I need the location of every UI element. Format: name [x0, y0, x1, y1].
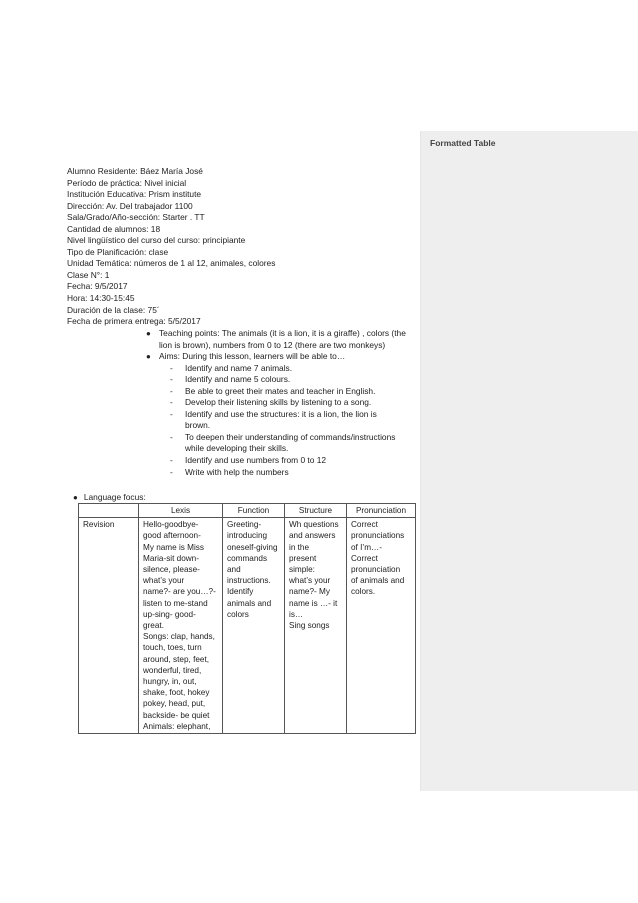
pronunciation-line: pronunciation — [351, 565, 401, 575]
table-header-lexis: Lexis — [139, 504, 223, 518]
header-line-student: Alumno Residente: Báez María José — [67, 166, 203, 176]
lexis-line: good afternoon- — [143, 531, 201, 541]
lexis-line: listen to me-stand — [143, 598, 208, 608]
structure-line: simple: — [289, 565, 315, 575]
lexis-line: shake, foot, hokey — [143, 688, 210, 698]
dash-marker: - — [170, 362, 173, 373]
header-line-unit: Unidad Temática: números de 1 al 12, animales, colores — [67, 258, 276, 269]
function-line: Identify — [227, 587, 254, 597]
structure-cell — [285, 518, 347, 734]
lexis-line: silence, please- — [143, 565, 200, 575]
function-line: commands — [227, 553, 268, 563]
header-line-grade: Sala/Grado/Año-sección: Starter . TT — [67, 212, 205, 223]
aim-item — [170, 467, 418, 479]
function-cell — [223, 518, 285, 734]
lesson-header-block — [67, 166, 417, 328]
aim-text: Write with help the numbers — [185, 466, 289, 477]
pronunciation-line: Correct — [351, 520, 378, 530]
table-row — [79, 518, 416, 734]
header-line-delivery-date: Fecha de primera entrega: 5/5/2017 — [67, 316, 201, 327]
dash-marker: - — [170, 466, 173, 477]
aim-text: To deepen their understanding of commands/instructions — [185, 431, 396, 442]
lexis-line: wonderful, tired, — [143, 665, 202, 675]
row-label-revision: Revision — [79, 518, 139, 734]
table-header-pronunciation: Pronunciation — [347, 504, 416, 518]
pronunciation-cell — [347, 518, 416, 734]
lexis-line: name?- are you…?- — [143, 587, 216, 597]
lexis-line: up-sing- good- — [143, 609, 196, 619]
aim-text: Develop their listening skills by listening to a song. — [185, 397, 372, 408]
header-line-time: Hora: 14:30-15:45 — [67, 293, 135, 304]
lexis-line: backside- be quiet — [143, 710, 210, 720]
dash-marker: - — [170, 431, 173, 442]
aims-list — [170, 363, 418, 478]
aim-text: Identify and use the structures: it is a lion, the lion is — [185, 408, 377, 419]
lexis-line: what’s your — [143, 576, 185, 586]
structure-line: in the — [289, 542, 310, 552]
lexis-line: My name is Miss — [143, 542, 204, 552]
aim-item — [170, 397, 418, 409]
lexis-line: hungry, in, out, — [143, 677, 197, 687]
table-header-structure: Structure — [285, 504, 347, 518]
aim-item — [170, 432, 418, 455]
pronunciation-line: of I’m…- — [351, 542, 382, 552]
language-focus-heading — [73, 492, 146, 504]
table-header-row — [79, 504, 416, 518]
header-line-date: Fecha: 9/5/2017 — [67, 281, 128, 292]
table-header-empty — [79, 504, 139, 518]
function-line: instructions. — [227, 576, 271, 586]
pronunciation-line: of animals and — [351, 576, 405, 586]
aim-item — [170, 374, 418, 386]
header-line-level: Nivel lingüístico del curso del curso: principiante — [67, 235, 246, 246]
header-line-institution: Institución Educativa: Prism institute — [67, 189, 202, 200]
lexis-line: touch, toes, turn — [143, 643, 202, 653]
lexis-line: Hello-goodbye- — [143, 520, 199, 530]
formatted-table-comment: Formatted Table — [430, 138, 496, 148]
structure-line: what’s your — [289, 576, 331, 586]
bullet-dot-icon: ● — [73, 493, 78, 502]
lexis-line: great. — [143, 621, 164, 631]
aim-text: Be able to greet their mates and teacher in English. — [185, 385, 376, 396]
lexis-line: Maria-sit down- — [143, 553, 199, 563]
bullet-dot-icon: ● — [146, 352, 151, 362]
comments-pane — [420, 131, 638, 791]
lexis-cell — [139, 518, 223, 734]
function-line: oneself-giving — [227, 542, 278, 552]
header-line-address: Dirección: Av. Del trabajador 1100 — [67, 200, 193, 211]
lexis-line: Animals: elephant, — [143, 721, 211, 731]
function-line: colors — [227, 609, 249, 619]
teaching-points-line-2: lion is brown), numbers from 0 to 12 (there are two monkeys) — [159, 339, 386, 350]
lexis-line: pokey, head, put, — [143, 699, 206, 709]
dash-marker: - — [170, 374, 173, 385]
language-focus-table — [78, 503, 416, 734]
structure-line: name is …- it — [289, 598, 338, 608]
teaching-points-item — [146, 328, 418, 351]
structure-line: Sing songs — [289, 621, 330, 631]
pronunciation-line: pronunciations — [351, 531, 405, 541]
pronunciation-line: colors. — [351, 587, 376, 597]
lexis-line: around, step, feet, — [143, 654, 209, 664]
header-line-class-number: Clase N°: 1 — [67, 269, 110, 280]
aim-item — [170, 455, 418, 467]
aims-item — [146, 351, 418, 363]
language-focus-label: Language focus: — [83, 492, 146, 502]
function-line: introducing — [227, 531, 268, 541]
dash-marker: - — [170, 385, 173, 396]
aims-intro: Aims: During this lesson, learners will be able to… — [159, 351, 346, 362]
structure-line: is… — [289, 609, 304, 619]
function-line: animals and — [227, 598, 272, 608]
lesson-bullets — [146, 328, 418, 478]
header-line-planning-type: Tipo de Planificación: clase — [67, 246, 169, 257]
dash-marker: - — [170, 455, 173, 466]
structure-line: present — [289, 553, 317, 563]
aim-text-continued: brown. — [185, 420, 211, 431]
structure-line: Wh questions — [289, 520, 339, 530]
table-header-function: Function — [223, 504, 285, 518]
aim-text: Identify and name 5 colours. — [185, 374, 291, 385]
aim-text: Identify and use numbers from 0 to 12 — [185, 455, 327, 466]
pronunciation-line: Correct — [351, 553, 378, 563]
aim-text-continued: while developing their skills. — [185, 443, 289, 454]
aim-item — [170, 386, 418, 398]
header-line-student-count: Cantidad de alumnos: 18 — [67, 223, 161, 234]
teaching-points-line-1: Teaching points: The animals (it is a lion, it is a giraffe) , colors (the — [159, 328, 406, 338]
dash-marker: - — [170, 397, 173, 408]
lexis-line: Songs: clap, hands, — [143, 632, 215, 642]
function-line: and — [227, 565, 241, 575]
header-line-duration: Duración de la clase: 75´ — [67, 304, 160, 315]
aim-item — [170, 409, 418, 432]
bullet-dot-icon: ● — [146, 329, 151, 338]
dash-marker: - — [170, 408, 173, 419]
structure-line: and answers — [289, 531, 336, 541]
function-line: Greeting- — [227, 520, 262, 530]
aim-text: Identify and name 7 animals. — [185, 362, 293, 373]
structure-line: name?- My — [289, 587, 330, 597]
header-line-period: Período de práctica: Nivel inicial — [67, 177, 187, 188]
aim-item — [170, 363, 418, 375]
